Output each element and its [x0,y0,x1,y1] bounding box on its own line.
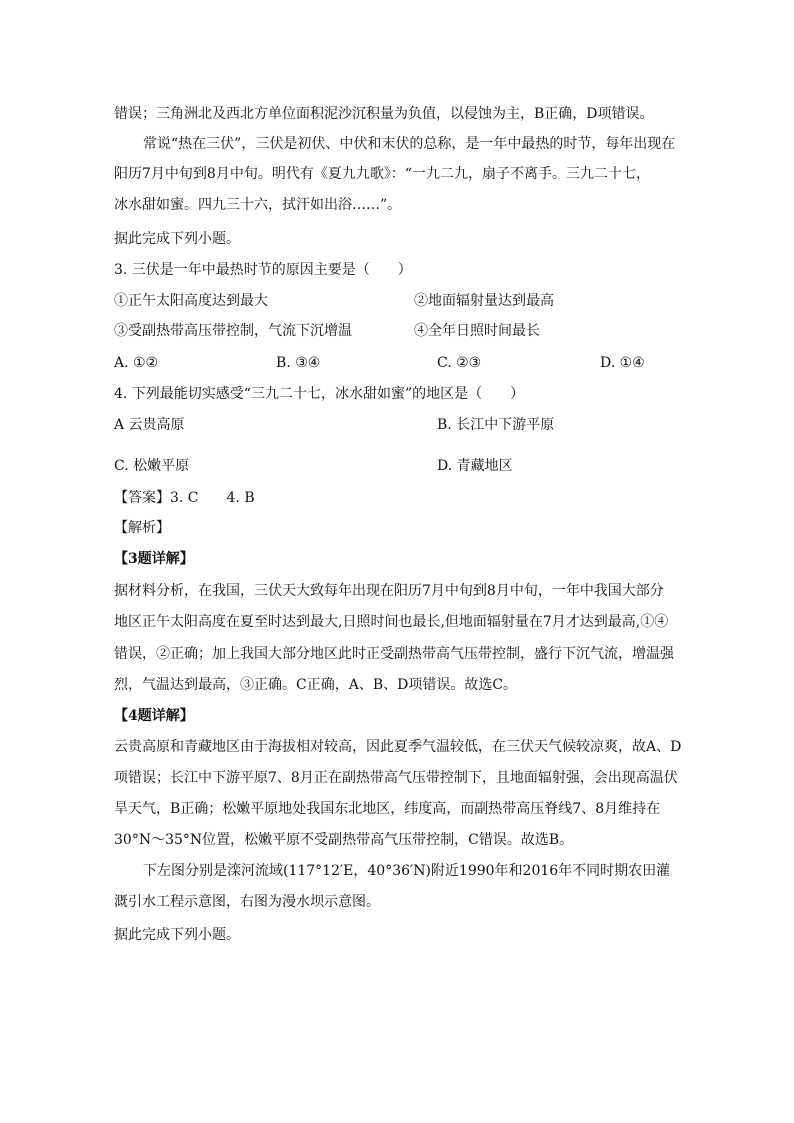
detail-4-line: 云贵高原和青藏地区由于海拔相对较高，因此夏季气温较低，在三伏天气候较凉爽，故A、D [114,739,682,755]
option-b: B. 长江中下游平原 [437,417,555,433]
passage-paragraph: 下左图分别是滦河流域(117°12′E，40°36′N)附近1990年和2016年不同时期农田灌 [143,863,671,879]
statement-3: ③受副热带高压带控制，气流下沉增温 [114,323,352,339]
statement-1: ①正午太阳高度达到最大 [114,293,268,309]
detail-3-line: 烈，气温达到最高，③正确。C正确，A、B、D项错误。故选C。 [114,677,518,693]
option-a: A 云贵高原 [114,417,185,433]
option-a: A. ①② [114,355,159,371]
option-d: D. 青藏地区 [437,458,513,474]
detail-4-line: 旱天气，B正确；松嫩平原地处我国东北地区，纬度高，而副热带高压脊线7、8月维持在 [114,801,661,817]
passage-paragraph: 常说“热在三伏”，三伏是初伏、中伏和末伏的总称，是一年中最热的时节，每年出现在 [143,136,676,152]
text-line: 溉引水工程示意图，右图为漫水坝示意图。 [114,894,380,910]
option-c: C. ②③ [437,355,482,371]
analysis-label: 【解析】 [114,520,170,536]
detail-4-line: 项错误；长江中下游平原7、8月正在副热带高气压带控制下，且地面辐射强，会出现高温伏 [114,770,678,786]
text-line: 错误；三角洲北及西北方单位面积泥沙沉积量为负值，以侵蚀为主，B正确，D项错误。 [114,106,654,122]
detail-4-title: 【4题详解】 [114,708,194,724]
text-line: 阳历7月中旬到8月中旬。明代有《夏九九歌》：“一九二九，扇子不离手。三九二十七， [114,166,650,182]
question-4-stem: 4. 下列最能切实感受“三九二十七，冰水甜如蜜”的地区是（ ） [114,386,525,402]
option-d: D. ①④ [600,355,645,371]
instruction-line: 据此完成下列小题。 [114,927,240,943]
detail-3-title: 【3题详解】 [114,551,194,567]
statement-4: ④全年日照时间最长 [414,323,540,339]
detail-3-line: 据材料分析，在我国，三伏天大致每年出现在阳历7月中旬到8月中旬，一年中我国大部分 [114,583,664,599]
detail-4-line: 30°N～35°N位置，松嫩平原不受副热带高气压带控制，C错误。故选B。 [114,832,574,848]
text-line: 冰水甜如蜜。四九三十六，拭汗如出浴……”。 [114,197,402,213]
instruction-line: 据此完成下列小题。 [114,231,240,247]
question-3-stem: 3. 三伏是一年中最热时节的原因主要是（ ） [114,262,412,278]
detail-3-line: 错误，②正确；加上我国大部分地区此时正受副热带高气压带控制，盛行下沉气流，增温强 [114,646,674,662]
detail-3-line: 地区正午太阳高度在夏至时达到最大,日照时间也最长,但地面辐射量在7月才达到最高,①④ [114,614,669,630]
answer-line: 【答案】3. C 4. B [114,490,255,506]
option-c: C. 松嫩平原 [114,458,190,474]
option-b: B. ③④ [276,355,321,371]
statement-2: ②地面辐射量达到最高 [414,293,554,309]
